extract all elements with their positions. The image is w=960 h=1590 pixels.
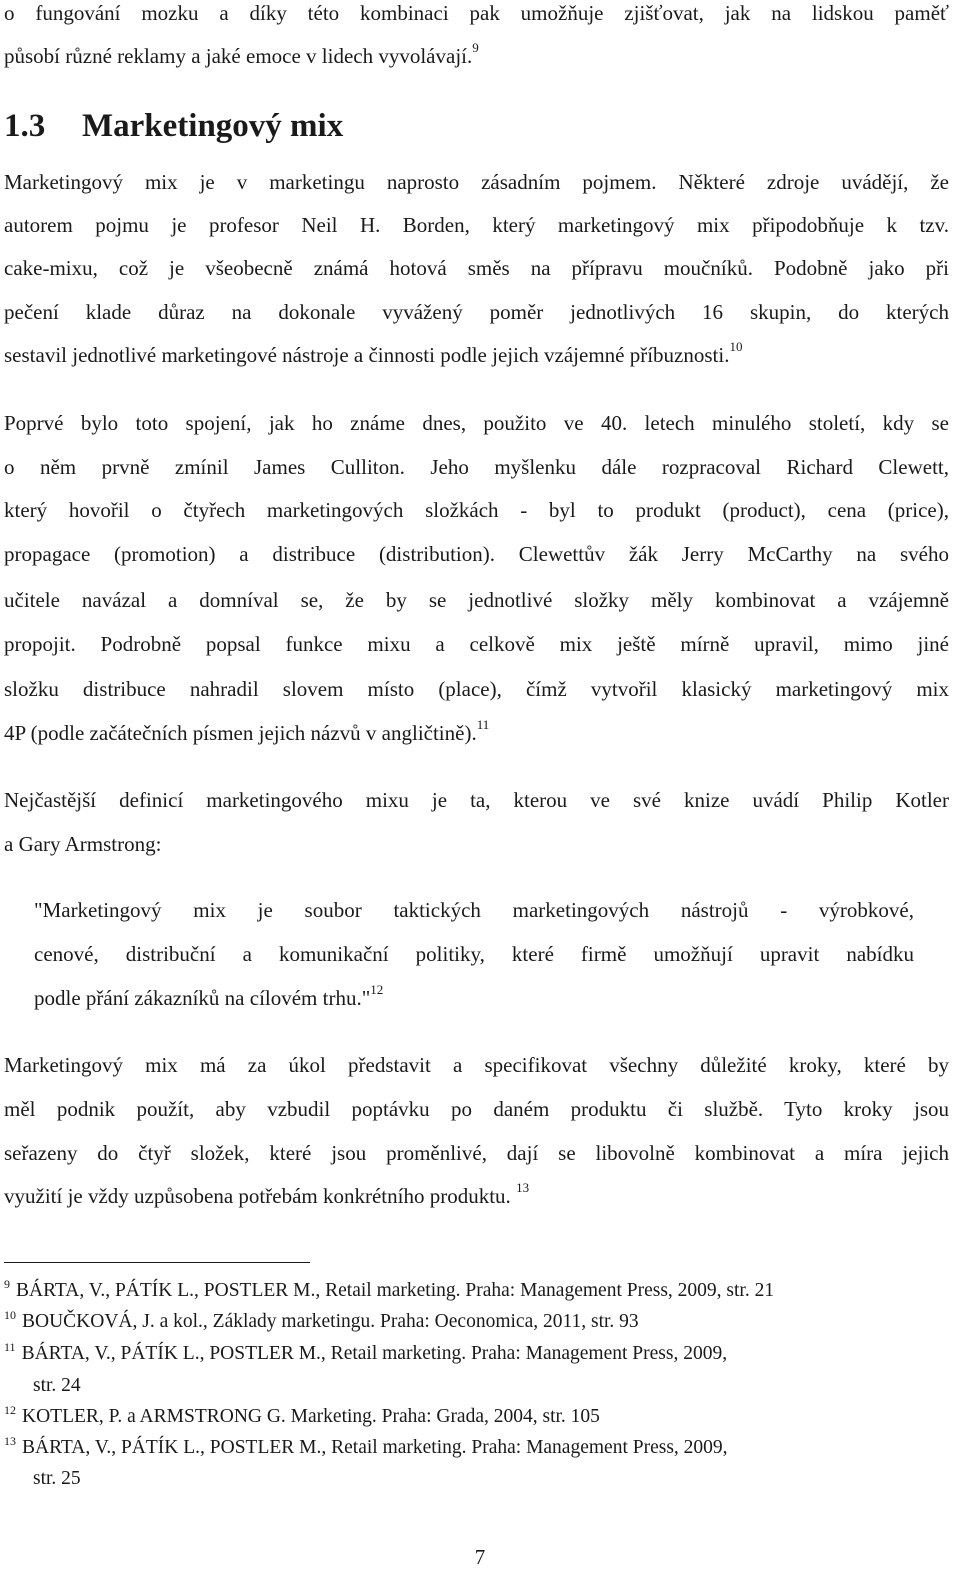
text-line: Nejčastější definicí marketingového mixu je ta, kterou ve své knize uvádí Philip Kotler [4,788,949,812]
section-heading [4,106,343,146]
text-line: Poprvé bylo toto spojení, jak ho známe dnes, použito ve 40. letech minulého století, kdy se [4,411,949,435]
text-line: složku distribuce nahradil slovem místo (place), čímž vytvořil klasický marketingový mix [4,677,949,701]
text-line: Marketingový mix má za úkol představit a specifikovat všechny důležité kroky, které by [4,1053,949,1077]
text-line: autorem pojmu je profesor Neil H. Borden, který marketingový mix připodobňuje k tzv. [4,213,949,237]
footnote-ref: 11 [476,717,490,732]
text-line-content: 4P (podle začátečních písmen jejich názvů v angličtině). [4,721,477,745]
text-line: propojit. Podrobně popsal funkce mixu a celkově mix ještě mírně upravil, mimo jiné [4,632,949,656]
footnote-ref: 9 [472,40,479,55]
footnote-ref: 12 [370,982,384,997]
text-line-content: působí různé reklamy a jaké emoce v lidech vyvolávají. [4,44,473,68]
text-line: seřazeny do čtyř složek, které jsou proměnlivé, dají se libovolně kombinovat a míra jejich [4,1141,949,1165]
text-line [4,339,949,368]
footnote-number: 12 [4,1403,16,1417]
text-line: pečení klade důraz na dokonale vyvážený poměr jednotlivých 16 skupin, do kterých [4,300,949,324]
footnote [4,1279,949,1304]
quote-line-content: podle přání zákazníků na cílovém trhu." [34,986,371,1010]
footnote-continuation: str. 24 [33,1375,81,1396]
section-title: Marketingový mix [82,108,344,144]
page-number: 7 [474,1545,486,1569]
footnote [4,1310,949,1335]
footnote-text: KOTLER, P. a ARMSTRONG G. Marketing. Praha: Grada, 2004, str. 105 [22,1406,600,1427]
text-line: o fungování mozku a díky této kombinaci pak umožňuje zjišťovat, jak na lidskou paměť [4,1,949,25]
footnote-text: BÁRTA, V., PÁTÍK L., POSTLER M., Retail marketing. Praha: Management Press, 2009, [21,1343,728,1364]
text-line [4,40,949,69]
footnote-ref: 13 [516,1180,530,1195]
footnote-number: 13 [4,1434,16,1448]
section-number: 1.3 [4,108,46,144]
text-line: učitele navázal a domníval se, že by se jednotlivé složky měly kombinovat a vzájemně [4,588,949,612]
quote-line [34,982,914,1011]
text-line: měl podnik použít, aby vzbudil poptávku po daném produktu či službě. Tyto kroky jsou [4,1097,949,1121]
footnote [4,1342,949,1367]
text-line-content: využití je vždy uzpůsobena potřebám konkrétního produktu. [4,1184,511,1208]
text-line: cake-mixu, což je všeobecně známá hotová směs na přípravu moučníků. Podobně jako při [4,256,949,280]
footnote-text: BOUČKOVÁ, J. a kol., Základy marketingu. Praha: Oeconomica, 2011, str. 93 [22,1311,639,1332]
text-line: propagace (promotion) a distribuce (distribution). Clewettův žák Jerry McCarthy na svého [4,542,949,566]
footnote-text: BÁRTA, V., PÁTÍK L., POSTLER M., Retail marketing. Praha: Management Press, 2009, str. 21 [16,1280,775,1301]
footnote [4,1405,949,1430]
text-line: a Gary Armstrong: [4,832,162,856]
footnote-text: BÁRTA, V., PÁTÍK L., POSTLER M., Retail marketing. Praha: Management Press, 2009, [22,1437,728,1458]
text-line [4,717,949,746]
text-line: Marketingový mix je v marketingu naprosto zásadním pojmem. Některé zdroje uvádějí, že [4,170,949,194]
text-line [4,1180,949,1209]
footnote-separator [4,1262,310,1263]
text-line-content: sestavil jednotlivé marketingové nástroje a činnosti podle jejich vzájemné příbuznosti. [4,343,730,367]
quote-line: "Marketingový mix je soubor taktických marketingových nástrojů - výrobkové, [34,898,914,922]
text-line: o něm prvně zmínil James Culliton. Jeho myšlenku dále rozpracoval Richard Clewett, [4,455,949,479]
footnote-number: 9 [4,1277,10,1291]
footnote [4,1436,949,1461]
footnote-continuation: str. 25 [33,1468,81,1489]
footnote-number: 11 [4,1340,16,1354]
text-line: který hovořil o čtyřech marketingových složkách - byl to produkt (product), cena (price), [4,498,949,522]
footnote-number: 10 [4,1308,16,1322]
quote-line: cenové, distribuční a komunikační politiky, které firmě umožňují upravit nabídku [34,942,914,966]
footnote-ref: 10 [729,339,743,354]
